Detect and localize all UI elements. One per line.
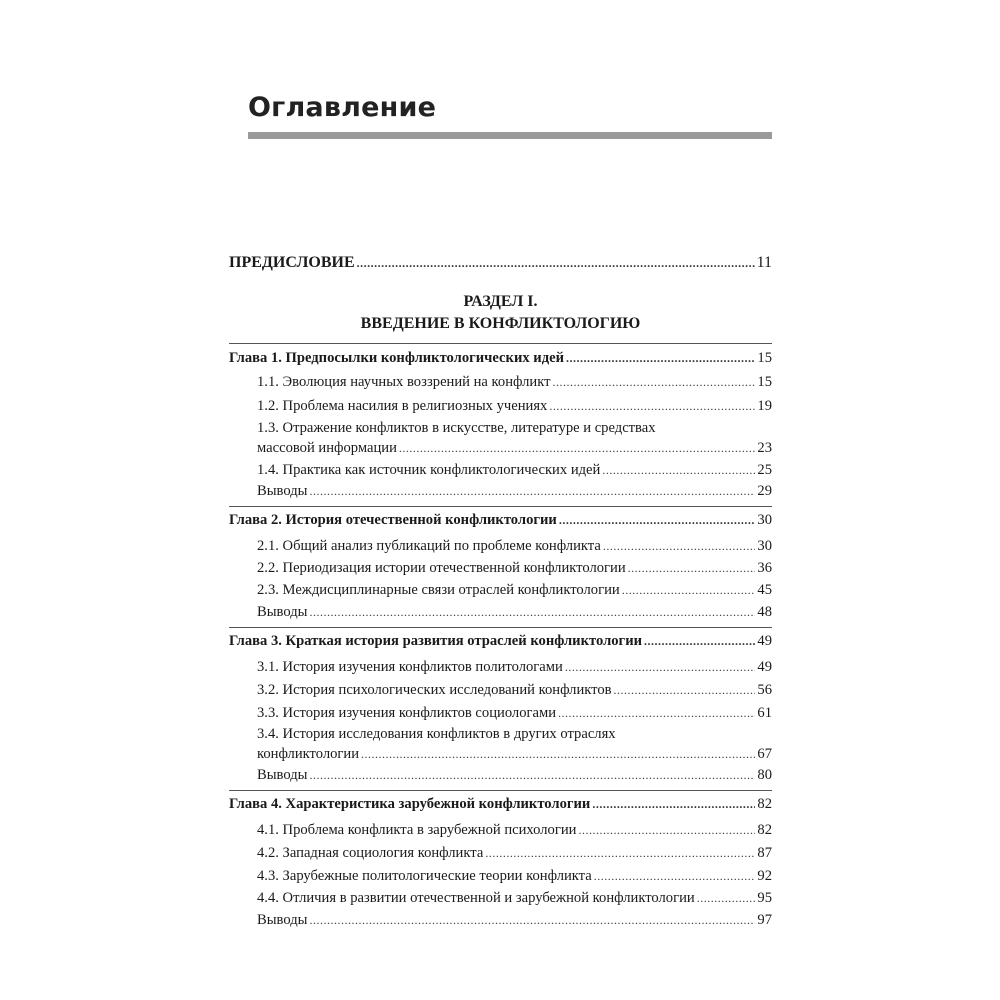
divider <box>229 627 772 628</box>
entry-label: 4.3. Зарубежные политологические теории конфликта <box>257 868 592 884</box>
leader-dots <box>558 706 755 721</box>
page-number: 19 <box>757 398 772 414</box>
leader-dots <box>566 351 755 366</box>
toc-entry-1-1[interactable] <box>257 374 772 394</box>
entry-label: Выводы <box>257 604 308 620</box>
entry-label: 2.1. Общий анализ публикаций по проблеме конфликта <box>257 538 601 554</box>
entry-label: Глава 1. Предпосылки конфликтологических идей <box>229 350 564 366</box>
page-number: 15 <box>757 374 772 390</box>
page-number: 45 <box>757 582 772 598</box>
toc-entry-3-4[interactable] <box>257 746 772 766</box>
leader-dots <box>309 484 755 499</box>
page-number: 29 <box>757 483 772 499</box>
title-rule <box>248 132 772 139</box>
page-number: 49 <box>757 633 772 649</box>
leader-dots <box>552 375 755 390</box>
toc-entry-3-conclusions[interactable] <box>257 767 772 787</box>
leader-dots <box>592 797 755 812</box>
toc-entry-2-1[interactable] <box>257 538 772 558</box>
toc-entry-1-2[interactable] <box>257 398 772 418</box>
leader-dots <box>602 463 755 478</box>
entry-label: 1.2. Проблема насилия в религиозных учениях <box>257 398 548 414</box>
toc-entry-4-1[interactable] <box>257 822 772 842</box>
leader-dots <box>578 823 755 838</box>
page-number: 30 <box>757 512 772 528</box>
page-number: 97 <box>757 912 772 928</box>
page-number: 23 <box>757 440 772 456</box>
toc-entry-1-3[interactable] <box>257 440 772 460</box>
leader-dots <box>603 539 756 554</box>
page-number: 30 <box>757 538 772 554</box>
entry-label: 1.4. Практика как источник конфликтологических идей <box>257 462 601 478</box>
entry-label: 3.1. История изучения конфликтов политологами <box>257 659 563 675</box>
leader-dots <box>309 768 755 783</box>
leader-dots <box>309 605 755 620</box>
leader-dots <box>309 913 755 928</box>
page-number: 48 <box>757 604 772 620</box>
toc-entry-3-4-line-1[interactable]: 3.4. История исследования конфликтов в других отраслях <box>257 726 616 742</box>
divider <box>229 506 772 507</box>
toc-entry-4-3[interactable] <box>257 868 772 888</box>
leader-dots <box>697 891 756 906</box>
toc-entry-chapter-4[interactable] <box>229 796 772 816</box>
entry-label: Выводы <box>257 483 308 499</box>
entry-label: конфликтологии <box>257 746 360 762</box>
leader-dots <box>361 747 755 762</box>
page-number: 25 <box>757 462 772 478</box>
toc-entry-chapter-1[interactable] <box>229 350 772 370</box>
page-number: 92 <box>757 868 772 884</box>
entry-label: 1.1. Эволюция научных воззрений на конфликт <box>257 374 551 390</box>
entry-label: Выводы <box>257 912 308 928</box>
entry-label: ПРЕДИСЛОВИЕ <box>229 254 355 271</box>
toc-entry-4-conclusions[interactable] <box>257 912 772 932</box>
leader-dots <box>549 399 755 414</box>
page-number: 82 <box>757 822 772 838</box>
leader-dots <box>614 683 756 698</box>
page-number: 67 <box>757 746 772 762</box>
leader-dots <box>594 869 756 884</box>
divider <box>229 790 772 791</box>
page-number: 49 <box>757 659 772 675</box>
entry-label: массовой информации <box>257 440 397 456</box>
entry-label: 3.2. История психологических исследований конфликтов <box>257 682 612 698</box>
page-number: 80 <box>757 767 772 783</box>
leader-dots <box>622 583 756 598</box>
toc-entry-3-3[interactable] <box>257 705 772 725</box>
entry-label: 4.2. Западная социология конфликта <box>257 845 484 861</box>
entry-label: 4.1. Проблема конфликта в зарубежной психологии <box>257 822 577 838</box>
toc-entry-3-1[interactable] <box>257 659 772 679</box>
toc-entry-3-2[interactable] <box>257 682 772 702</box>
section-title-line-1: РАЗДЕЛ I. <box>463 293 538 310</box>
leader-dots <box>628 561 756 576</box>
leader-dots <box>565 660 756 675</box>
divider <box>229 343 772 344</box>
page-title: Оглавление <box>248 92 437 123</box>
leader-dots <box>485 846 755 861</box>
entry-label: Глава 4. Характеристика зарубежной конфликтологии <box>229 796 591 812</box>
toc-entry-4-4[interactable] <box>257 890 772 910</box>
page-number: 11 <box>756 254 772 271</box>
toc-entry-1-3-line-1[interactable]: 1.3. Отражение конфликтов в искусстве, литературе и средствах <box>257 420 656 436</box>
page-number: 82 <box>757 796 772 812</box>
toc-entry-chapter-3[interactable] <box>229 633 772 653</box>
entry-label: Глава 2. История отечественной конфликтологии <box>229 512 557 528</box>
entry-label: 4.4. Отличия в развитии отечественной и зарубежной конфликтологии <box>257 890 695 906</box>
page-number: 36 <box>757 560 772 576</box>
page-number: 15 <box>757 350 772 366</box>
page-number: 56 <box>757 682 772 698</box>
toc-entry-1-conclusions[interactable] <box>257 483 772 503</box>
page-number: 95 <box>757 890 772 906</box>
entry-label: Глава 3. Краткая история развития отраслей конфликтологии <box>229 633 643 649</box>
toc-entry-2-3[interactable] <box>257 582 772 602</box>
leader-dots <box>559 513 756 528</box>
toc-entry-2-conclusions[interactable] <box>257 604 772 624</box>
leader-dots <box>644 634 755 649</box>
toc-entry-2-2[interactable] <box>257 560 772 580</box>
toc-entry-chapter-2[interactable] <box>229 512 772 532</box>
section-title-line-2: ВВЕДЕНИЕ В КОНФЛИКТОЛОГИЮ <box>360 315 641 332</box>
toc-entry-preface[interactable] <box>229 254 772 274</box>
entry-label: Выводы <box>257 767 308 783</box>
entry-label: 2.2. Периодизация истории отечественной конфликтологии <box>257 560 626 576</box>
leader-dots <box>399 441 756 456</box>
entry-label: 2.3. Междисциплинарные связи отраслей конфликтологии <box>257 582 620 598</box>
toc-entry-1-4[interactable] <box>257 462 772 482</box>
entry-label: 3.3. История изучения конфликтов социологами <box>257 705 557 721</box>
page-number: 87 <box>757 845 772 861</box>
toc-entry-4-2[interactable] <box>257 845 772 865</box>
page-number: 61 <box>757 705 772 721</box>
leader-dots <box>357 256 755 271</box>
